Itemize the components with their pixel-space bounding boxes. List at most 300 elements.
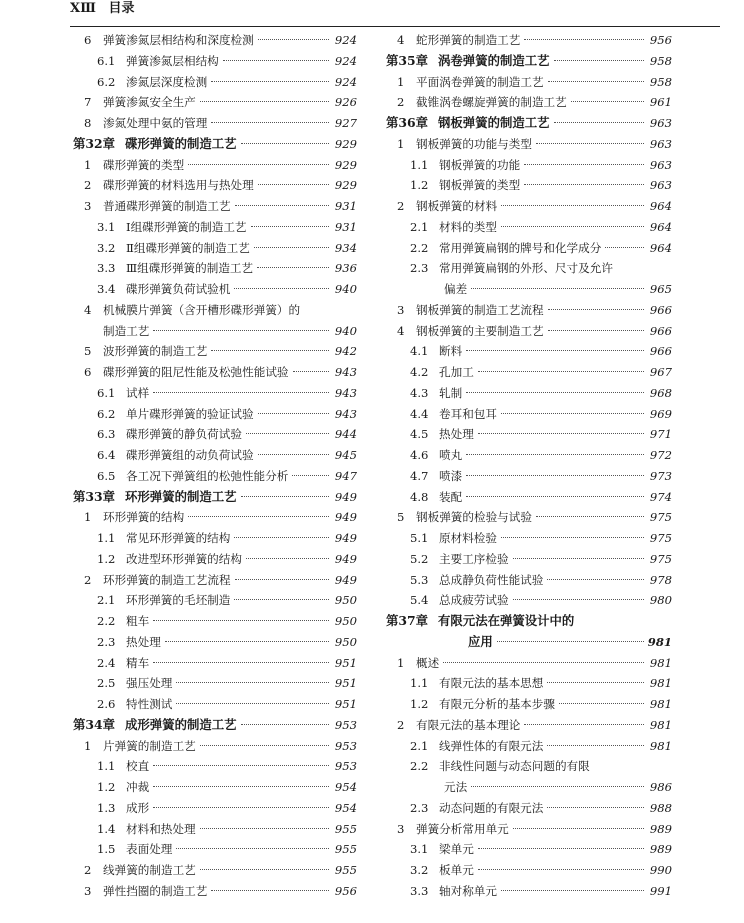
dot-leader	[547, 579, 644, 580]
toc-entry-label	[410, 839, 474, 860]
toc-entry-title: 截锥涡卷螺旋弹簧的制造工艺	[416, 95, 567, 110]
toc-entry-label	[97, 424, 242, 445]
toc-entry-number: 5.3	[410, 572, 429, 587]
toc-entry-title: 喷漆	[439, 468, 463, 483]
dot-leader	[548, 330, 644, 331]
toc-entry	[73, 653, 357, 674]
toc-page-number: 966	[649, 323, 672, 338]
toc-entry-title: 钢板弹簧的功能	[439, 157, 521, 172]
toc-entry	[386, 155, 672, 176]
dot-leader	[241, 143, 329, 144]
toc-entry	[73, 30, 357, 51]
toc-entry-title: 非线性问题与动态问题的有限	[439, 759, 590, 774]
toc-page-number: 924	[334, 33, 357, 47]
toc-entry-label	[97, 51, 219, 72]
dot-leader	[466, 350, 644, 351]
toc-entry	[73, 632, 357, 653]
toc-entry-title: 断料	[439, 344, 463, 359]
dot-leader	[258, 39, 329, 40]
toc-page-number: 963	[649, 178, 672, 193]
toc-entry	[73, 590, 357, 611]
toc-entry-label	[397, 72, 544, 93]
dot-leader	[211, 122, 329, 123]
toc-entry-label	[84, 196, 231, 217]
toc-entry-title: 钢板弹簧的类型	[439, 178, 521, 193]
toc-entry-title: 弹簧渗氮安全生产	[103, 95, 196, 110]
toc-entry-label	[410, 362, 474, 383]
toc-entry	[73, 673, 357, 694]
toc-entry-title: 冲裁	[126, 780, 150, 794]
toc-entry-number: 1.5	[97, 842, 116, 857]
toc-entry-label	[97, 217, 247, 238]
dot-leader	[471, 786, 644, 787]
toc-entry-label	[97, 590, 230, 611]
toc-entry-number: 3.3	[97, 261, 116, 276]
toc-entry-number: 3	[397, 302, 405, 317]
toc-entry-label	[84, 570, 231, 591]
toc-entry-label	[397, 819, 509, 840]
toc-entry	[386, 258, 672, 279]
toc-page-number: 974	[649, 489, 672, 504]
toc-page-number: 943	[334, 385, 357, 400]
toc-entry-label	[410, 175, 520, 196]
toc-entry-number: 2	[84, 863, 92, 877]
toc-entry-title: 碟形弹簧的静负荷试验	[126, 427, 242, 442]
toc-entry-title: 碟形弹簧的阻尼性能及松弛性能试验	[103, 365, 289, 379]
toc-page-number: 981	[649, 676, 672, 691]
toc-entry-number: 1.1	[97, 531, 116, 545]
dot-leader	[501, 413, 644, 414]
dot-leader	[501, 537, 644, 538]
toc-page-number: 929	[334, 157, 357, 172]
toc-entry-label	[84, 736, 196, 757]
toc-entry-label	[410, 549, 509, 570]
toc-entry	[73, 300, 357, 321]
dot-leader	[536, 516, 644, 517]
toc-entry-label	[84, 507, 184, 528]
toc-column-left	[73, 30, 357, 902]
page-number: XⅢ	[70, 1, 96, 16]
toc-entry-label	[410, 860, 474, 881]
toc-entry-number: 3.1	[410, 842, 429, 857]
toc-entry-title: 钢板弹簧的材料	[416, 199, 498, 213]
toc-entry-label	[410, 673, 543, 694]
toc-entry-title: Ⅰ组碟形弹簧的制造工艺	[126, 219, 247, 234]
toc-page-number: 981	[647, 634, 672, 649]
toc-entry-label	[397, 196, 497, 217]
toc-entry-label	[410, 445, 462, 466]
toc-entry-number: 8	[84, 116, 92, 130]
toc-page-number: 950	[334, 593, 357, 608]
toc-page-number: 988	[649, 800, 672, 815]
toc-page-number: 924	[334, 53, 357, 68]
toc-entry	[73, 258, 357, 279]
toc-entry-label	[84, 155, 184, 176]
dot-leader	[188, 164, 329, 165]
toc-entry	[386, 507, 672, 528]
toc-entry-number: 6.1	[97, 53, 116, 68]
dot-leader	[554, 60, 644, 61]
dot-leader	[293, 371, 329, 372]
toc-entry-number: 2	[84, 572, 92, 587]
toc-entry-label	[97, 445, 254, 466]
toc-page-number: 981	[649, 655, 672, 670]
toc-entry	[386, 819, 672, 840]
toc-page-number: 949	[334, 531, 357, 545]
toc-entry-number: 1	[397, 136, 405, 151]
toc-entry-number: 2.1	[410, 219, 429, 234]
toc-entry-label	[97, 383, 149, 404]
toc-entry-title: 弹簧分析常用单元	[416, 821, 509, 836]
toc-entry-number: 2	[397, 199, 405, 213]
toc-entry	[73, 113, 357, 134]
dot-leader	[466, 475, 644, 476]
toc-page-number: 956	[649, 33, 672, 47]
toc-entry-title: 热处理	[126, 634, 161, 649]
toc-page-number: 953	[334, 738, 357, 753]
toc-entry	[386, 175, 672, 196]
toc-entry-number: 2	[397, 95, 405, 110]
toc-entry	[386, 445, 672, 466]
toc-page-number: 972	[649, 448, 672, 462]
toc-entry-label	[97, 777, 149, 798]
toc-page-number: 953	[334, 717, 357, 732]
toc-entry	[386, 321, 672, 342]
toc-entry-number: 6.2	[97, 406, 116, 421]
dot-leader	[258, 184, 329, 185]
page-header-title: 目录	[108, 1, 135, 16]
toc-entry-label	[386, 113, 550, 134]
toc-entry-label	[84, 860, 196, 881]
toc-entry-title: 碟形弹簧的类型	[103, 157, 185, 172]
toc-entry	[73, 445, 357, 466]
dot-leader	[176, 682, 329, 683]
toc-entry-label	[397, 134, 532, 155]
toc-entry-label	[73, 487, 237, 508]
dot-leader	[176, 848, 329, 849]
toc-entry-number: 2	[84, 178, 92, 193]
toc-entry-label	[410, 424, 474, 445]
toc-entry	[73, 487, 357, 508]
toc-entry	[73, 424, 357, 445]
dot-leader	[524, 164, 644, 165]
toc-entry-number: 第37章	[386, 613, 429, 628]
dot-leader	[235, 579, 329, 580]
toc-entry	[386, 300, 672, 321]
toc-entry-label	[84, 300, 300, 321]
toc-entry-title: 线弹簧的制造工艺	[103, 863, 196, 877]
toc-page-number: 964	[649, 219, 672, 234]
dot-leader	[571, 101, 644, 102]
toc-entry-number: 3.2	[97, 240, 116, 255]
dot-leader	[478, 371, 644, 372]
toc-entry-number: 2.1	[410, 738, 429, 753]
toc-entry-number: 2.1	[97, 593, 116, 608]
toc-entry-label	[84, 92, 196, 113]
toc-entry	[73, 570, 357, 591]
toc-entry	[386, 673, 672, 694]
toc-entry-label	[97, 819, 196, 840]
toc-entry-label	[97, 798, 149, 819]
toc-entry-title: 碟形弹簧组的动负荷试验	[126, 448, 254, 462]
page-header	[70, 0, 720, 27]
dot-leader	[478, 848, 644, 849]
toc-entry-number: 1.1	[410, 157, 429, 172]
toc-entry-title: 常用弹簧扁钢的牌号和化学成分	[439, 240, 602, 255]
dot-leader	[605, 247, 644, 248]
toc-entry-title: 常用弹簧扁钢的外形、尺寸及允许	[439, 261, 613, 276]
toc-entry	[73, 279, 357, 300]
toc-entry-title: 片弹簧的制造工艺	[103, 738, 196, 753]
toc-entry	[386, 777, 672, 798]
toc-entry-title: 成形	[126, 800, 150, 815]
toc-entry-title: Ⅱ组碟形弹簧的制造工艺	[126, 240, 250, 255]
toc-entry	[73, 839, 357, 860]
toc-entry-number: 3	[397, 821, 405, 836]
toc-entry	[386, 196, 672, 217]
toc-entry-label	[410, 528, 497, 549]
toc-entry-label	[97, 549, 242, 570]
toc-entry	[73, 611, 357, 632]
toc-entry-label	[84, 362, 289, 383]
toc-entry-label	[410, 383, 462, 404]
dot-leader	[501, 226, 644, 227]
toc-entry-label	[410, 258, 613, 279]
toc-entry-number: 5	[84, 344, 92, 359]
toc-page-number: 958	[649, 74, 672, 89]
toc-entry	[386, 362, 672, 383]
toc-entry-number: 2.3	[410, 800, 429, 815]
toc-entry-label	[97, 404, 254, 425]
toc-entry-title: 粗车	[126, 614, 150, 628]
toc-entry	[386, 51, 672, 72]
toc-entry-title: 制造工艺	[103, 323, 150, 338]
toc-entry	[73, 72, 357, 93]
dot-leader	[547, 807, 644, 808]
toc-entry-number: 1.1	[410, 676, 429, 691]
toc-entry-number: 6.3	[97, 427, 116, 442]
toc-entry	[73, 341, 357, 362]
toc-entry-title: 有限元法在弹簧设计中的	[438, 613, 575, 628]
toc-entry-title: 机械膜片弹簧（含开槽形碟形弹簧）的	[103, 302, 301, 317]
toc-entry-label	[386, 51, 550, 72]
toc-page-number: 975	[649, 531, 672, 545]
toc-entry-title: 碟形弹簧的制造工艺	[125, 135, 237, 151]
dot-leader	[548, 309, 644, 310]
toc-entry	[73, 736, 357, 757]
toc-entry-number: 5.4	[410, 593, 429, 608]
toc-entry-label	[97, 466, 288, 487]
toc-page-number: 929	[334, 136, 357, 151]
toc-entry-number: 3.2	[410, 863, 429, 877]
dot-leader	[513, 558, 644, 559]
toc-entry-title: 普通碟形弹簧的制造工艺	[103, 199, 231, 213]
toc-entry-title: 钢板弹簧的主要制造工艺	[416, 323, 544, 338]
toc-page-number: 953	[334, 759, 357, 774]
toc-page-number: 926	[334, 95, 357, 110]
toc-entry-label	[410, 570, 543, 591]
toc-entry-number: 第36章	[386, 115, 429, 130]
toc-entry-number: 3	[84, 199, 92, 213]
toc-page-number: 949	[334, 572, 357, 587]
toc-page-number: 944	[334, 427, 357, 442]
toc-entry-title: 孔加工	[439, 365, 474, 379]
toc-page-number: 975	[649, 551, 672, 566]
toc-page-number: 949	[334, 510, 357, 525]
dot-leader	[559, 703, 644, 704]
toc-entry	[73, 404, 357, 425]
toc-entry	[386, 736, 672, 757]
toc-entry-title: 环形弹簧的制造工艺	[125, 488, 237, 504]
toc-page-number: 964	[649, 240, 672, 255]
toc-entry	[73, 155, 357, 176]
toc-entry-title: 轴对称单元	[439, 883, 497, 898]
toc-entry-number: 6.4	[97, 448, 116, 462]
toc-entry-label	[410, 155, 520, 176]
toc-entry-title: 渗氮处理中氨的管理	[103, 116, 208, 130]
dot-leader	[466, 392, 644, 393]
toc-entry-label	[410, 798, 543, 819]
dot-leader	[241, 724, 329, 725]
toc-page-number: 929	[334, 178, 357, 193]
toc-entry	[386, 72, 672, 93]
toc-page-number: 969	[649, 406, 672, 421]
toc-entry-title: 钢板弹簧的制造工艺	[438, 115, 550, 130]
toc-entry-title: 有限元法的基本思想	[439, 676, 544, 691]
toc-entry	[386, 30, 672, 51]
toc-page-number: 966	[649, 344, 672, 359]
toc-entry-number: 第32章	[73, 135, 116, 151]
toc-entry-label	[410, 238, 601, 259]
toc-entry-title: 总成疲劳试验	[439, 593, 509, 608]
toc-entry-title: 动态问题的有限元法	[439, 800, 544, 815]
toc-entry-number: 2.3	[97, 634, 116, 649]
toc-entry-title: 试样	[126, 385, 150, 400]
toc-entry-title: 环形弹簧的结构	[103, 510, 185, 525]
toc-entry-title: 材料和热处理	[126, 821, 196, 836]
toc-entry-number: 3.1	[97, 219, 116, 234]
toc-entry-title: 精车	[126, 655, 150, 670]
dot-leader	[153, 662, 329, 663]
toc-entry-label	[410, 590, 509, 611]
dot-leader	[176, 703, 329, 704]
dot-leader	[235, 205, 329, 206]
dot-leader	[200, 101, 329, 102]
toc-entry-title: 梁单元	[439, 842, 474, 857]
toc-entry-label	[410, 736, 543, 757]
dot-leader	[466, 496, 644, 497]
toc-entry-number: 1.4	[97, 821, 116, 836]
toc-entry	[73, 383, 357, 404]
dot-leader	[200, 745, 329, 746]
toc-entry-label	[397, 715, 520, 736]
toc-entry	[386, 279, 672, 300]
toc-entry-label	[386, 611, 574, 632]
toc-page-number: 990	[649, 863, 672, 877]
dot-leader	[223, 60, 329, 61]
toc-page-number: 936	[334, 261, 357, 276]
toc-entry	[386, 839, 672, 860]
toc-entry	[386, 756, 672, 777]
toc-entry-title: 钢板弹簧的功能与类型	[416, 136, 532, 151]
toc-entry-label	[410, 487, 462, 508]
toc-entry-title: 线弹性体的有限元法	[439, 738, 544, 753]
toc-entry-number: 1.2	[410, 697, 429, 711]
toc-page-number: 943	[334, 365, 357, 379]
toc-entry-title: 特性测试	[126, 697, 173, 711]
toc-entry-label	[84, 113, 207, 134]
toc-page-number: 963	[649, 116, 672, 130]
toc-entry	[73, 134, 357, 155]
toc-entry-number: 1.2	[97, 551, 116, 566]
toc-entry-label	[444, 279, 467, 300]
toc-entry-number: 4	[397, 33, 405, 47]
toc-entry-title: 成形弹簧的制造工艺	[125, 716, 237, 732]
dot-leader	[241, 496, 329, 497]
toc-page-number: 981	[649, 717, 672, 732]
toc-entry	[73, 196, 357, 217]
toc-page-number: 949	[334, 489, 357, 504]
toc-entry-number: 5.1	[410, 531, 429, 545]
toc-entry-title: 原材料检验	[439, 531, 497, 545]
toc-entry	[386, 798, 672, 819]
toc-entry-label	[73, 715, 237, 736]
toc-entry-number: 5	[397, 510, 405, 525]
toc-entry	[73, 549, 357, 570]
toc-page-number: 943	[334, 406, 357, 421]
toc-entry-title: 改进型环形弹簧的结构	[126, 551, 242, 566]
toc-entry	[386, 424, 672, 445]
dot-leader	[251, 226, 329, 227]
dot-leader	[165, 641, 329, 642]
dot-leader	[246, 558, 329, 559]
toc-page-number: 950	[334, 634, 357, 649]
dot-leader	[536, 143, 644, 144]
toc-entry	[386, 217, 672, 238]
toc-page-number: 978	[649, 572, 672, 587]
toc-entry-title: 单片碟形弹簧的验证试验	[126, 406, 254, 421]
toc-entry-number: 6.1	[97, 385, 116, 400]
toc-page-number: 945	[334, 448, 357, 462]
toc-entry	[73, 756, 357, 777]
dot-leader	[478, 433, 644, 434]
toc-entry-label	[73, 134, 237, 155]
toc-entry-title: 弹性挡圈的制造工艺	[103, 883, 208, 898]
toc-entry	[386, 383, 672, 404]
dot-leader	[548, 81, 644, 82]
dot-leader	[234, 288, 329, 289]
dot-leader	[513, 828, 644, 829]
toc-page-number: 942	[334, 344, 357, 359]
toc-page-number: 966	[649, 302, 672, 317]
toc-entry-number: 1.2	[97, 780, 116, 794]
toc-entry-number: 6	[84, 33, 92, 47]
toc-entry-number: 第34章	[73, 716, 116, 732]
toc-entry-label	[397, 321, 544, 342]
toc-entry	[386, 549, 672, 570]
toc-entry-number: 2.3	[410, 261, 429, 276]
toc-entry-label	[97, 258, 253, 279]
toc-entry-title: 碟形弹簧负荷试验机	[126, 282, 231, 296]
toc-entry-title: 校直	[126, 759, 150, 774]
toc-entry-title: 弹簧渗氮层相结构	[126, 53, 219, 68]
toc-entry-number: 1.1	[97, 759, 116, 774]
dot-leader	[254, 247, 329, 248]
dot-leader	[501, 205, 644, 206]
dot-leader	[153, 786, 329, 787]
toc-entry-number: 1	[84, 738, 92, 753]
toc-entry-label	[97, 839, 172, 860]
